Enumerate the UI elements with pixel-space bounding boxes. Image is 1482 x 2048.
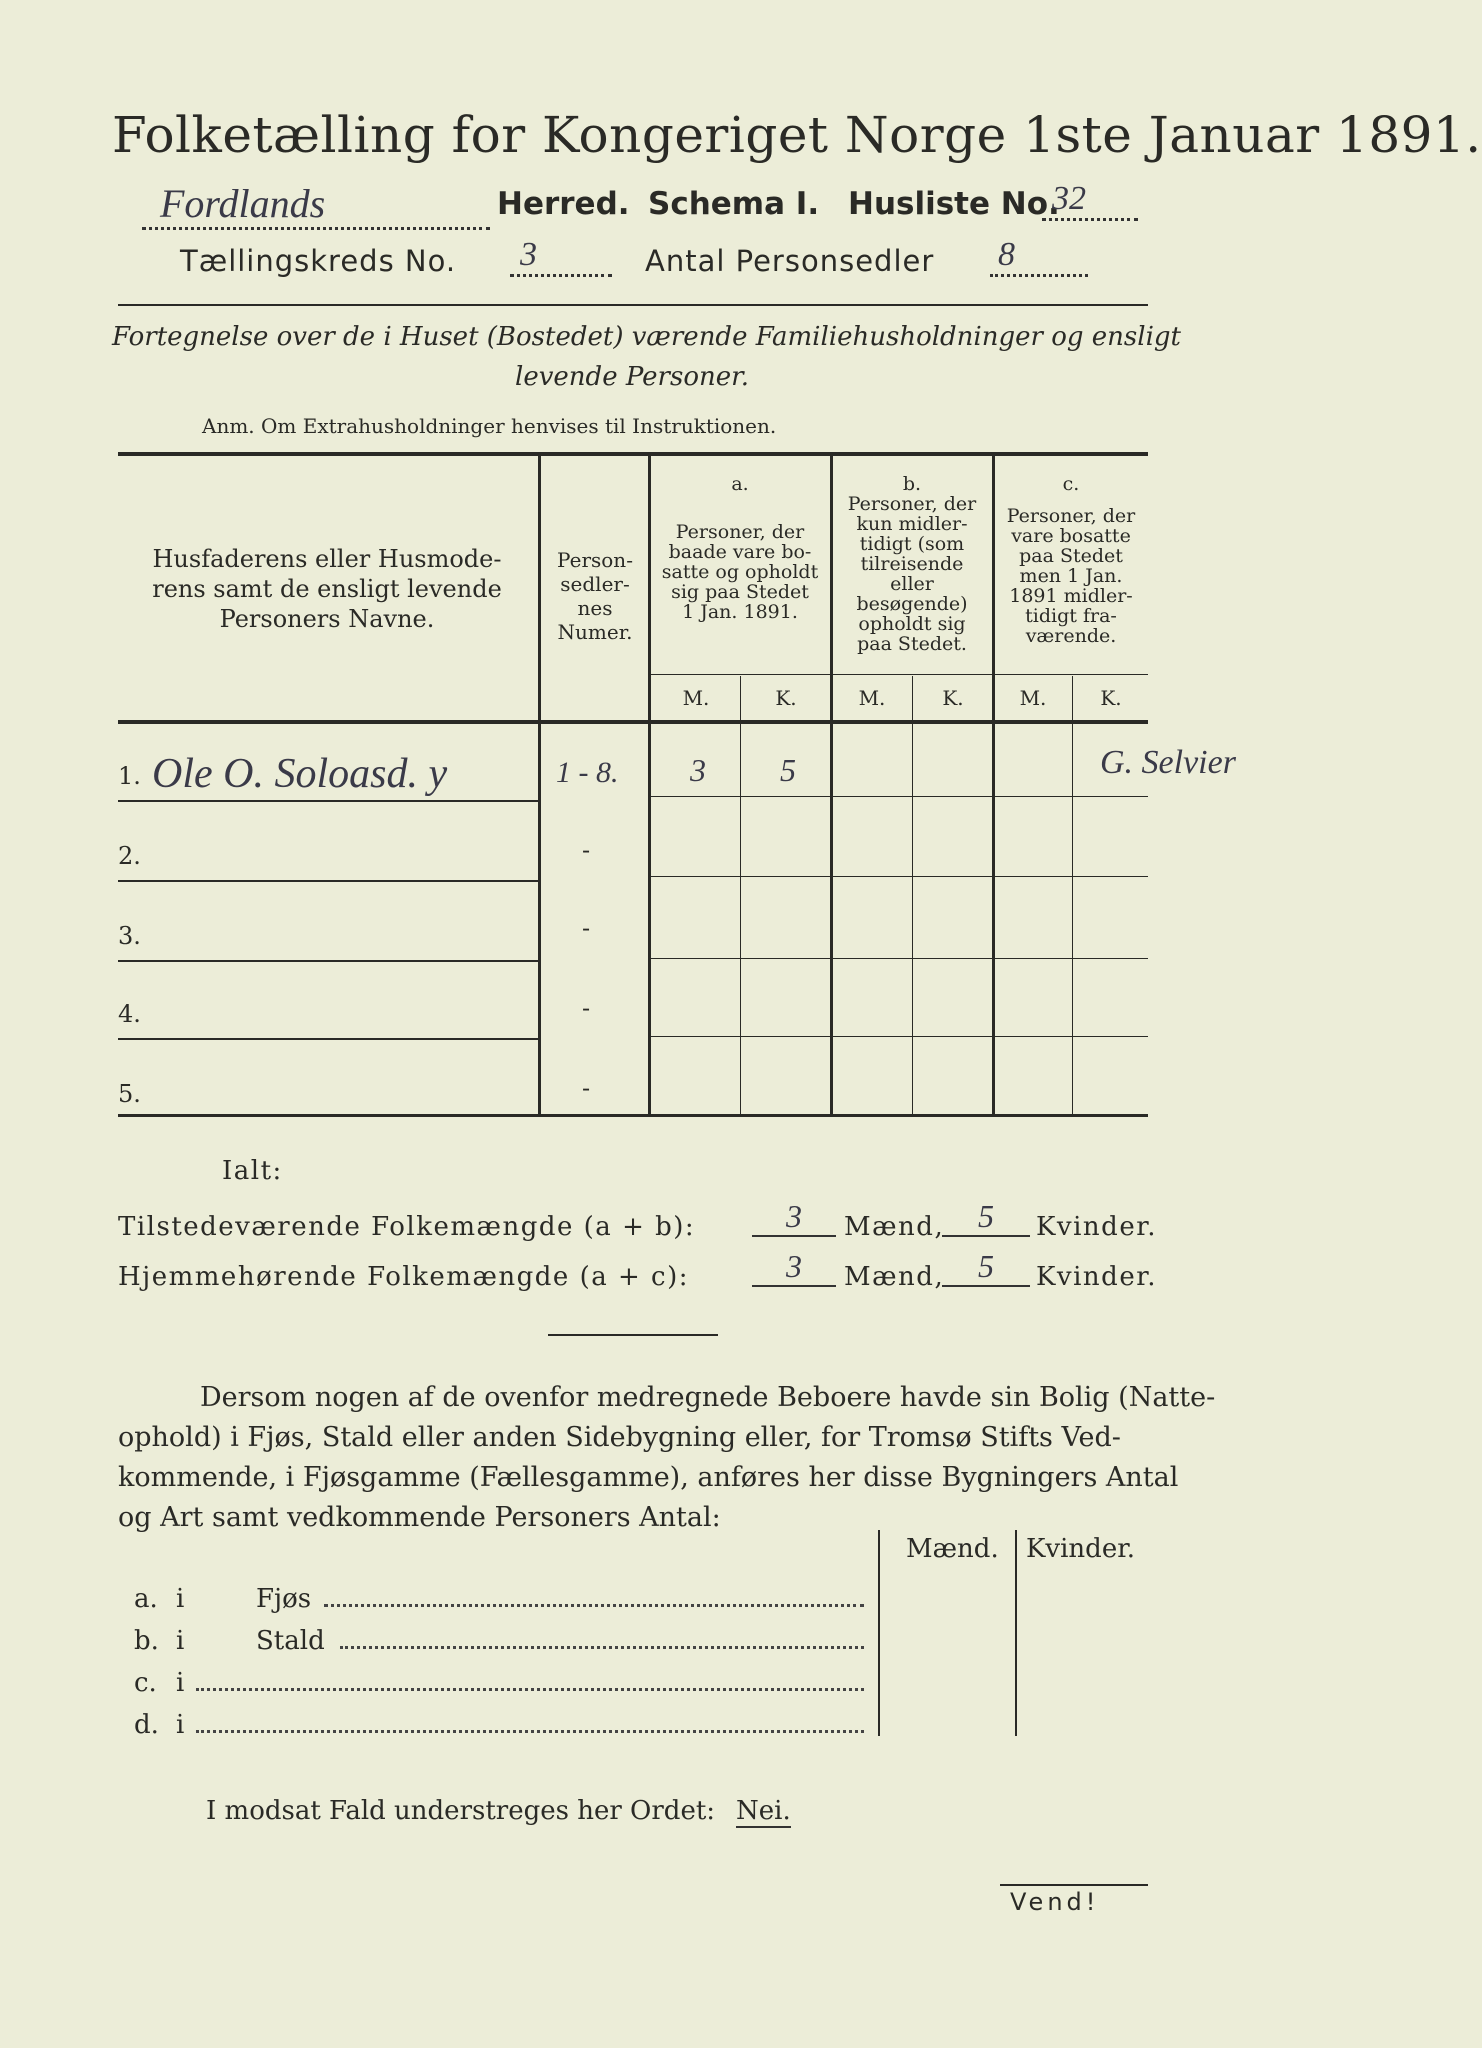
section-divider: [548, 1334, 718, 1336]
building-d-dots: [196, 1730, 864, 1733]
col-divider-1: [538, 456, 541, 1116]
col-c-letter: c.: [1062, 473, 1080, 495]
buildings-para-line3: kommende, i Fjøsgamme (Fællesgamme), anføres her disse Bygningers Antal: [118, 1462, 1179, 1493]
hjemme-maend: Mænd,: [844, 1262, 945, 1292]
vend-rule: [1000, 1884, 1148, 1886]
hjemme-m-value: 3: [752, 1248, 836, 1287]
tilstede-m-value: 3: [752, 1198, 836, 1237]
row-1-a-k: 5: [780, 752, 796, 788]
mk-top-rule: [651, 674, 1148, 675]
row-line-right-1: [651, 796, 1148, 797]
row-1-number: 1.: [118, 762, 141, 790]
row-line-4: [118, 1038, 538, 1040]
herred-label: Herred.: [497, 186, 630, 222]
col-numer-header: Person- sedler- nes Numer.: [557, 548, 633, 644]
row-line-right-3: [651, 958, 1148, 959]
antal-value: 8: [990, 236, 1088, 277]
b-m-label: M.: [858, 686, 886, 710]
buildings-para-line4: og Art samt vedkommende Personers Antal:: [118, 1502, 721, 1533]
c-m-label: M.: [1019, 686, 1047, 710]
mk-divider-c: [1072, 676, 1073, 1114]
anm-note: Anm. Om Extrahusholdninger henvises til Instruktionen.: [202, 414, 777, 438]
col-c-header: Personer, der vare bosatte paa Stedet men 1 Jan. 1891 midler- tidigt fra- værende.: [1006, 505, 1136, 647]
col-b-letter: b.: [902, 473, 922, 495]
row-line-right-2: [651, 876, 1148, 877]
buildings-para-line2: ophold) i Fjøs, Stald eller anden Sidebygning eller, for Tromsø Stifts Ved-: [118, 1422, 1121, 1453]
building-a-dots: [324, 1604, 864, 1607]
husliste-label: Husliste No.: [848, 186, 1060, 222]
tilstede-kvinder: Kvinder.: [1036, 1212, 1158, 1242]
row-3-numer: -: [582, 914, 591, 942]
c-k-label: K.: [1100, 686, 1122, 710]
schema-label: Schema I.: [648, 186, 820, 222]
row-1-name: Ole O. Soloasd. y: [152, 751, 448, 797]
row-1-c-k: G. Selvier: [1100, 744, 1236, 781]
row-line-3: [118, 960, 538, 962]
mk-divider-b: [912, 676, 913, 1114]
building-a-label: Fjøs: [256, 1584, 312, 1614]
hjemme-label: Hjemmehørende Folkemængde (a + c):: [118, 1262, 689, 1292]
buildings-kvinder-header: Kvinder.: [1026, 1534, 1136, 1564]
row-1-a-m: 3: [690, 752, 706, 788]
building-a-prep: i: [176, 1584, 185, 1614]
description-line2: levende Personer.: [515, 362, 749, 392]
building-b-prep: i: [176, 1626, 185, 1656]
col-names-header: Husfaderens eller Husmode- rens samt de ensligt levende Personers Navne.: [152, 545, 502, 633]
buildings-maend-header: Mænd.: [906, 1534, 999, 1564]
building-c-prep: i: [176, 1668, 185, 1698]
a-k-label: K.: [775, 686, 797, 710]
row-2-numer: -: [582, 836, 591, 864]
building-a-letter: a.: [134, 1584, 158, 1614]
buildings-col-divider-1: [878, 1530, 880, 1736]
tilstede-maend: Mænd,: [844, 1212, 945, 1242]
row-5-numer: -: [582, 1074, 591, 1102]
col-a-header: Personer, der baade vare bo- satte og opholdt sig paa Stedet 1 Jan. 1891.: [661, 521, 819, 623]
row-line-right-4: [651, 1036, 1148, 1037]
building-c-letter: c.: [134, 1668, 157, 1698]
row-line-1: [118, 800, 538, 802]
b-k-label: K.: [942, 686, 964, 710]
row-2-number: 2.: [118, 842, 141, 870]
buildings-para-line1: Dersom nogen af de ovenfor medregnede Beboere havde sin Bolig (Natte-: [200, 1382, 1216, 1413]
antal-label: Antal Personsedler: [645, 244, 935, 278]
row-3-number: 3.: [118, 922, 141, 950]
tilstede-k-value: 5: [942, 1198, 1030, 1237]
col-divider-3: [830, 456, 833, 1116]
building-b-dots: [340, 1646, 864, 1649]
tilstede-label: Tilstedeværende Folkemængde (a + b):: [118, 1212, 696, 1242]
hjemme-k-value: 5: [942, 1248, 1030, 1287]
header-divider: [118, 304, 1148, 306]
building-d-letter: d.: [134, 1710, 159, 1740]
ialt-label: Ialt:: [222, 1156, 283, 1186]
buildings-col-divider-2: [1015, 1530, 1017, 1736]
building-b-label: Stald: [256, 1626, 325, 1656]
mk-divider-a: [740, 676, 741, 1114]
building-c-dots: [196, 1688, 864, 1691]
vend-text: Vend!: [1010, 1888, 1100, 1916]
description-line1: Fortegnelse over de i Huset (Bostedet) værende Familiehusholdninger og ensligt: [112, 322, 1181, 352]
col-divider-4: [992, 456, 995, 1116]
kreds-value: 3: [510, 236, 612, 277]
form-title: Folketælling for Kongeriget Norge 1ste Januar 1891.: [112, 106, 1482, 164]
building-d-prep: i: [176, 1710, 185, 1740]
husliste-value: 32: [1042, 180, 1138, 221]
row-4-number: 4.: [118, 1000, 141, 1028]
building-b-letter: b.: [134, 1626, 159, 1656]
herred-value: Fordlands: [142, 180, 490, 230]
row-1-numer: 1 - 8.: [556, 756, 619, 789]
modsat-word: Nei.: [736, 1796, 791, 1826]
row-4-numer: -: [582, 994, 591, 1022]
row-line-2: [118, 880, 538, 882]
hjemme-kvinder: Kvinder.: [1036, 1262, 1158, 1292]
row-5-number: 5.: [118, 1080, 141, 1108]
col-a-letter: a.: [731, 473, 749, 495]
a-m-label: M.: [682, 686, 710, 710]
col-divider-2: [648, 456, 651, 1116]
col-b-header: Personer, der kun midler- tidigt (som tilreisende eller besøgende) opholdt sig paa Stedet.: [847, 493, 977, 655]
modsat-text: I modsat Fald understreges her Ordet:: [206, 1796, 716, 1826]
kreds-label: Tællingskreds No.: [180, 244, 457, 278]
